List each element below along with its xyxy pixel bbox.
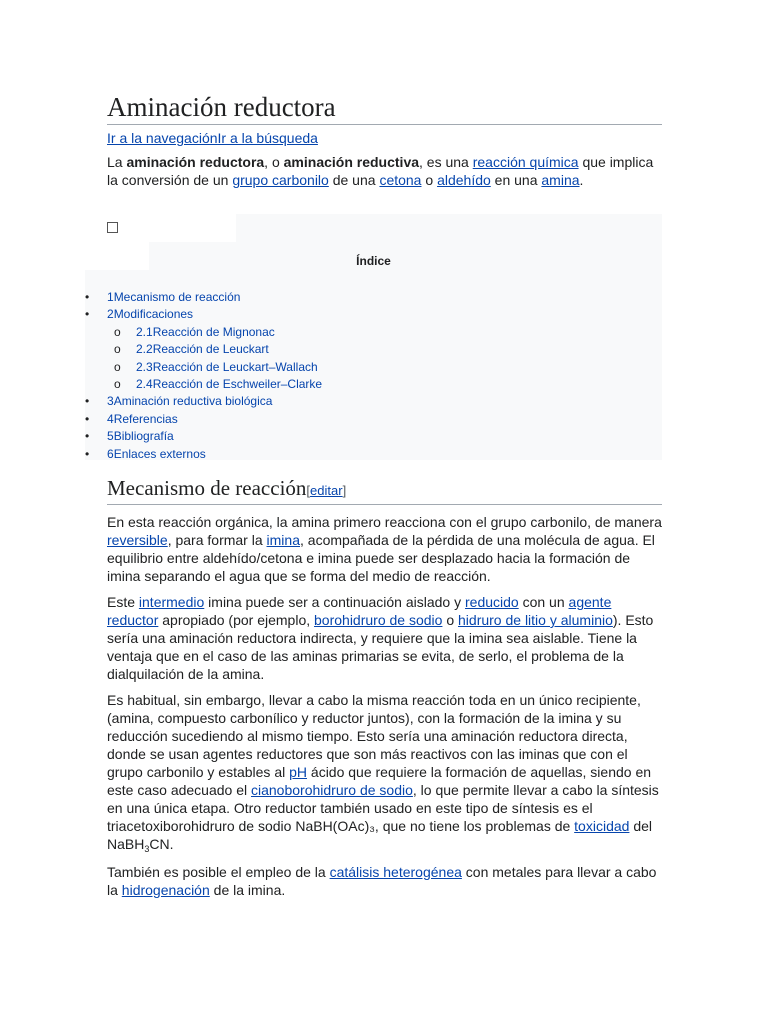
toc-item[interactable] [85,289,322,306]
text: del NaBH [107,818,653,852]
toc-label: Reacción de Mignonac [152,324,275,339]
toc-label: Bibliografía [113,429,174,444]
edit-link[interactable]: editar [310,483,343,498]
link-cianoborohidruro-de-sodio[interactable]: cianoborohidruro de sodio [251,782,413,798]
bullet-icon: o [114,342,121,357]
text: o [442,612,459,628]
bullet-icon: • [85,307,90,322]
bullet-icon: • [85,411,90,426]
toc-label: Reacción de Leuckart–Wallach [152,359,318,374]
text: , para formar la [167,532,267,548]
paragraph-1 [107,513,662,585]
toc-item[interactable] [85,411,322,428]
paragraph-3 [107,691,662,855]
toc-item[interactable] [85,359,322,376]
toc-label: Reacción de Leuckart [152,342,269,357]
link-reaccion-quimica[interactable]: reacción química [472,154,579,170]
text: Este [107,594,139,610]
toc-title: Índice [356,254,391,268]
link-reversible[interactable]: reversible [107,532,168,548]
toc-list [85,289,322,463]
text: ). Esto sería una aminación reductora indirecta, y requiere que la imina sea aislable. Tiene la ventaja que en el caso de las aminas primarias se evita, de serlo, el problema de la dialquilación de la amina. [107,612,654,682]
link-ph[interactable]: pH [289,764,308,780]
text: de la imina. [209,882,286,898]
toc-label: Reacción de Eschweiler–Clarke [152,377,323,392]
edit-section [306,483,346,498]
toc-toggle-checkbox[interactable] [107,222,118,233]
toc-number: 2 [107,307,114,322]
text: CN. [149,836,174,852]
bold-term: aminación reductora [126,154,265,170]
link-borohidruro-de-sodio[interactable]: borohidruro de sodio [314,612,443,628]
toc-item[interactable] [85,446,322,463]
bracket: ] [342,483,347,498]
text: La [107,154,127,170]
link-cetona[interactable]: cetona [379,172,422,188]
bullet-icon: o [114,324,121,339]
bold-term: aminación reductiva [283,154,420,170]
link-catalisis-heterogenea[interactable]: catálisis heterogénea [329,864,462,880]
link-imina[interactable]: imina [266,532,300,548]
link-hidrogenacion[interactable]: hidrogenación [121,882,210,898]
bullet-icon: • [85,290,90,304]
toc-label: Modificaciones [113,307,194,322]
bullet-icon: • [85,446,90,461]
jump-to-search-link[interactable]: Ir a la búsqueda [217,130,318,146]
link-amina[interactable]: amina [541,172,580,188]
toc-item[interactable] [85,428,322,445]
toc-number: 2.4 [136,377,153,392]
text: , acompañada de la pérdida de una molécula de agua. El equilibrio entre aldehído/cetona e imina puede ser desplazado hacia la formación de imina separando el agua que se forma del medio de reacción. [107,532,655,584]
toc-item[interactable] [85,393,322,410]
section-heading-text: Mecanismo de reacción [107,476,307,500]
subscript: 3 [144,844,150,854]
link-agente-reductor[interactable]: agente reductor [107,594,612,628]
text: con un [518,594,569,610]
bracket: [ [306,483,311,498]
text: apropiado (por ejemplo, [158,612,315,628]
link-aldehido[interactable]: aldehído [437,172,491,188]
toc-number: 3 [107,394,114,409]
text: En esta reacción orgánica, la amina primero reacciona con el grupo carbonilo, de manera [107,514,662,530]
article [85,90,662,898]
link-hidruro-de-litio-y-aluminio[interactable]: hidruro de litio y aluminio [458,612,613,628]
toc-item[interactable] [85,341,322,358]
text: Es habitual, sin embargo, llevar a cabo la misma reacción toda en un único recipiente, (amina, compuesto carbonílico y reductor juntos), con la formación de la imina y su reducción sucediendo al mismo tiempo. Esto sería una aminación reductora directa, donde se usan agentes reductores que son más reactivos con las iminas que con el grupo carbonilo y estables al [107,692,641,780]
toc-number: 1 [107,290,114,304]
bullet-icon: o [114,359,121,374]
section-heading [107,475,662,505]
paragraph-2 [107,593,662,683]
toc-label: Enlaces externos [113,446,206,461]
link-reducido[interactable]: reducido [465,594,519,610]
text: , es una [419,154,473,170]
toc-item[interactable] [85,306,322,323]
text: , o [264,154,284,170]
link-toxicidad[interactable]: toxicidad [574,818,630,834]
text: que implica la conversión de un [107,154,654,188]
toc-item[interactable] [85,324,322,341]
jump-links [107,129,662,147]
text: También es posible el empleo de la [107,864,330,880]
page-title: Aminación reductora [107,90,662,125]
toc-number: 6 [107,446,114,461]
toc-number: 2.2 [136,342,153,357]
toc-number: 2.1 [136,324,153,339]
toc-label: Mecanismo de reacción [113,290,241,304]
text: o [421,172,438,188]
bullet-icon: • [85,429,90,444]
text: imina puede ser a continuación aislado y [204,594,465,610]
text: de una [328,172,380,188]
section-mecanismo [107,475,662,899]
link-grupo-carbonilo[interactable]: grupo carbonilo [232,172,329,188]
paragraph-4 [107,863,662,899]
link-intermedio[interactable]: intermedio [138,594,205,610]
text: en una [490,172,542,188]
bullet-icon: • [85,394,90,409]
toc-number: 2.3 [136,359,153,374]
jump-to-navigation-link[interactable]: Ir a la navegación [107,130,218,146]
toc-number: 4 [107,411,114,426]
text: , lo que permite llevar a cabo la síntesis en una única etapa. Otro reductor también usado en este tipo de síntesis es el triacetoxiborohidruro de sodio NaBH(OAc)₃, que no tiene los problemas de [107,782,659,834]
toc-number: 5 [107,429,114,444]
toc-item[interactable] [85,376,322,393]
text: con metales para llevar a cabo la [107,864,657,898]
toc-label: Aminación reductiva biológica [113,394,273,409]
toc-label: Referencias [113,411,178,426]
table-of-contents [85,214,662,460]
intro-paragraph [107,153,662,189]
text: . [579,172,584,188]
bullet-icon: o [114,377,121,392]
text: ácido que requiere la formación de aquellas, siendo en este caso adecuado el [107,764,652,798]
